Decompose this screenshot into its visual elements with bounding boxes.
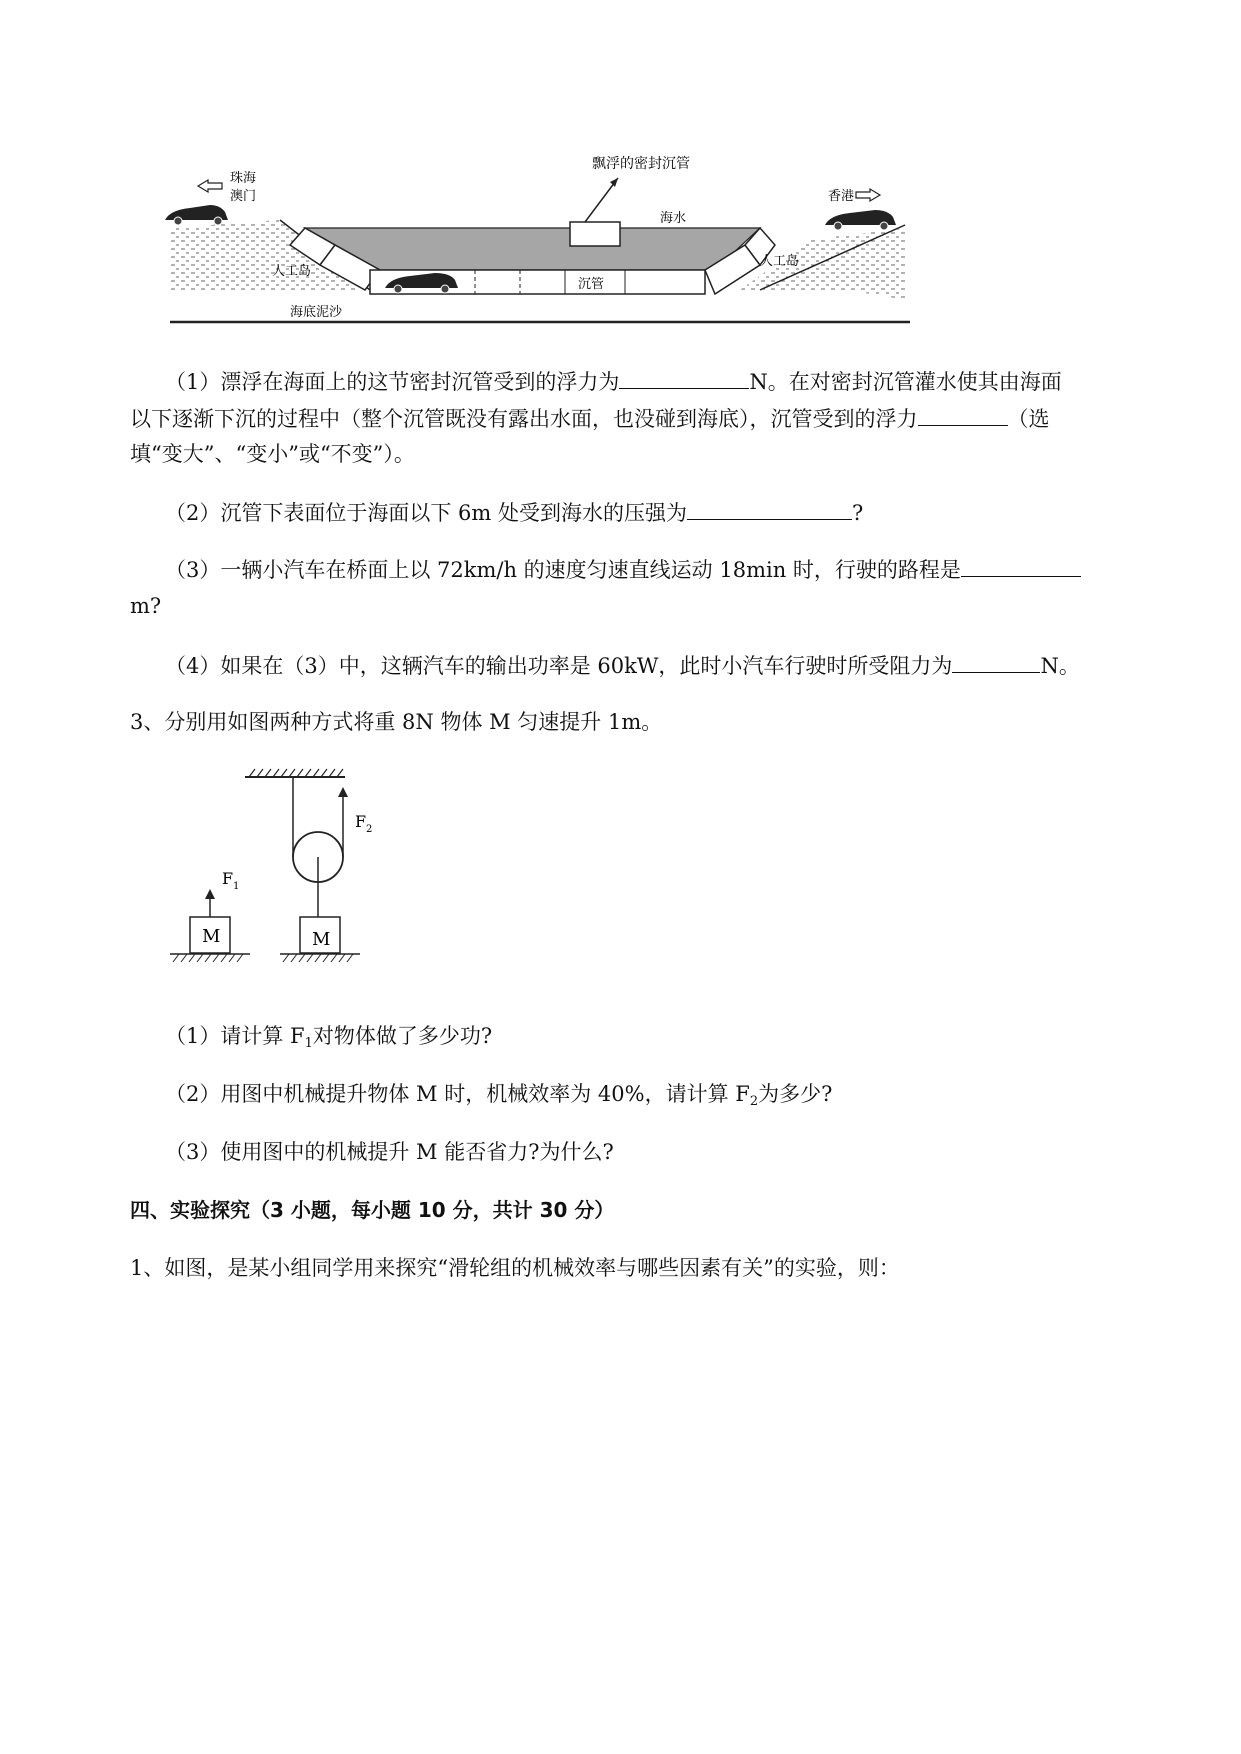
label-seawater: 海水 xyxy=(660,211,687,226)
label-f2-sub: 2 xyxy=(366,824,373,835)
blank-pressure[interactable] xyxy=(687,497,852,520)
section4-title-text: 四、实验探究（3 小题，每小题 10 分，共计 30 分） xyxy=(130,1198,615,1222)
q3-s1-b: 对物体做了多少功? xyxy=(312,1024,493,1048)
label-f2: F xyxy=(355,812,367,831)
label-zhuhai: 珠海 xyxy=(230,171,257,186)
q2-p3-a: （3）一辆小汽车在桥面上以 72km/h 的速度匀速直线运动 18min 时，行驶的路程是 xyxy=(165,558,961,582)
arrow-left-icon xyxy=(198,180,222,192)
label-m2: M xyxy=(312,929,331,950)
seawater xyxy=(305,228,760,270)
label-island-right: 人工岛 xyxy=(760,254,800,269)
q2-p4-b: N。 xyxy=(1040,654,1080,678)
floating-pipe xyxy=(570,222,620,246)
q2-p1-d: （选 xyxy=(1007,407,1050,431)
label-m1: M xyxy=(202,926,221,947)
car-right-icon xyxy=(825,210,896,230)
q3-s1-a: （1）请计算 F xyxy=(165,1024,305,1048)
q2-line2 xyxy=(130,403,1050,434)
label-seabed: 海底泥沙 xyxy=(290,305,343,320)
q2-line6 xyxy=(130,591,161,621)
label-aomen: 澳门 xyxy=(230,189,257,204)
q2-line1 xyxy=(165,366,1062,397)
tunnel-diagram xyxy=(160,150,920,360)
q2-p1-a: （1）漂浮在海面上的这节密封沉管受到的浮力为 xyxy=(165,370,620,394)
blank-buoyancy-2[interactable] xyxy=(918,403,1008,426)
q3-sub3 xyxy=(165,1137,614,1167)
q2-p2-a: （2）沉管下表面位于海面以下 6m 处受到海水的压强为 xyxy=(165,501,687,525)
section4-q1 xyxy=(130,1253,900,1283)
q2-line5 xyxy=(165,554,1081,585)
q3-s3: （3）使用图中的机械提升 M 能否省力?为什么? xyxy=(165,1140,614,1164)
q3-s2-b: 为多少? xyxy=(758,1082,833,1106)
q2-p1-b: N。在对密封沉管灌水使其由海面 xyxy=(749,370,1062,394)
q3-s1-sub: 1 xyxy=(304,1036,313,1051)
q3-stem-text: 3、分别用如图两种方式将重 8N 物体 M 匀速提升 1m。 xyxy=(130,710,663,734)
label-island-left: 人工岛 xyxy=(272,264,312,279)
q3-sub1 xyxy=(165,1021,492,1059)
q3-s2-a: （2）用图中机械提升物体 M 时，机械效率为 40%，请计算 F xyxy=(165,1082,750,1106)
q2-line3 xyxy=(130,439,415,469)
section4-q1-text: 1、如图，是某小组同学用来探究“滑轮组的机械效率与哪些因素有关”的实验，则： xyxy=(130,1256,900,1280)
label-f1: F xyxy=(222,869,234,888)
q3-s2-sub: 2 xyxy=(749,1094,759,1109)
blank-buoyancy-1[interactable] xyxy=(619,366,749,389)
q2-line4 xyxy=(165,497,863,528)
blank-resistance[interactable] xyxy=(952,650,1040,673)
label-pipe: 沉管 xyxy=(578,277,605,292)
q2-p1-e: 填“变大”、“变小”或“不变”）。 xyxy=(130,442,415,466)
q2-p3-b: m? xyxy=(130,594,162,618)
q3-stem xyxy=(130,707,662,737)
blank-distance[interactable] xyxy=(961,554,1081,577)
f2-arrow-icon xyxy=(338,787,348,797)
section4-title xyxy=(130,1195,614,1225)
q3-sub2 xyxy=(165,1079,832,1117)
q2-p4-a: （4）如果在（3）中，这辆汽车的输出功率是 60kW，此时小汽车行驶时所受阻力为 xyxy=(165,654,953,678)
label-floating-pipe: 飘浮的密封沉管 xyxy=(592,156,690,172)
q2-line7 xyxy=(165,650,1080,681)
f1-arrow-icon xyxy=(205,889,215,899)
q2-p2-b: ? xyxy=(851,501,864,525)
pulley-diagram xyxy=(165,765,375,975)
car-left-icon xyxy=(165,205,228,225)
arrow-right-icon xyxy=(856,189,880,201)
q2-p1-c: 以下逐渐下沉的过程中（整个沉管既没有露出水面，也没碰到海底），沉管受到的浮力 xyxy=(130,407,918,431)
label-f1-sub: 1 xyxy=(233,881,240,892)
label-xianggang: 香港 xyxy=(828,189,855,204)
